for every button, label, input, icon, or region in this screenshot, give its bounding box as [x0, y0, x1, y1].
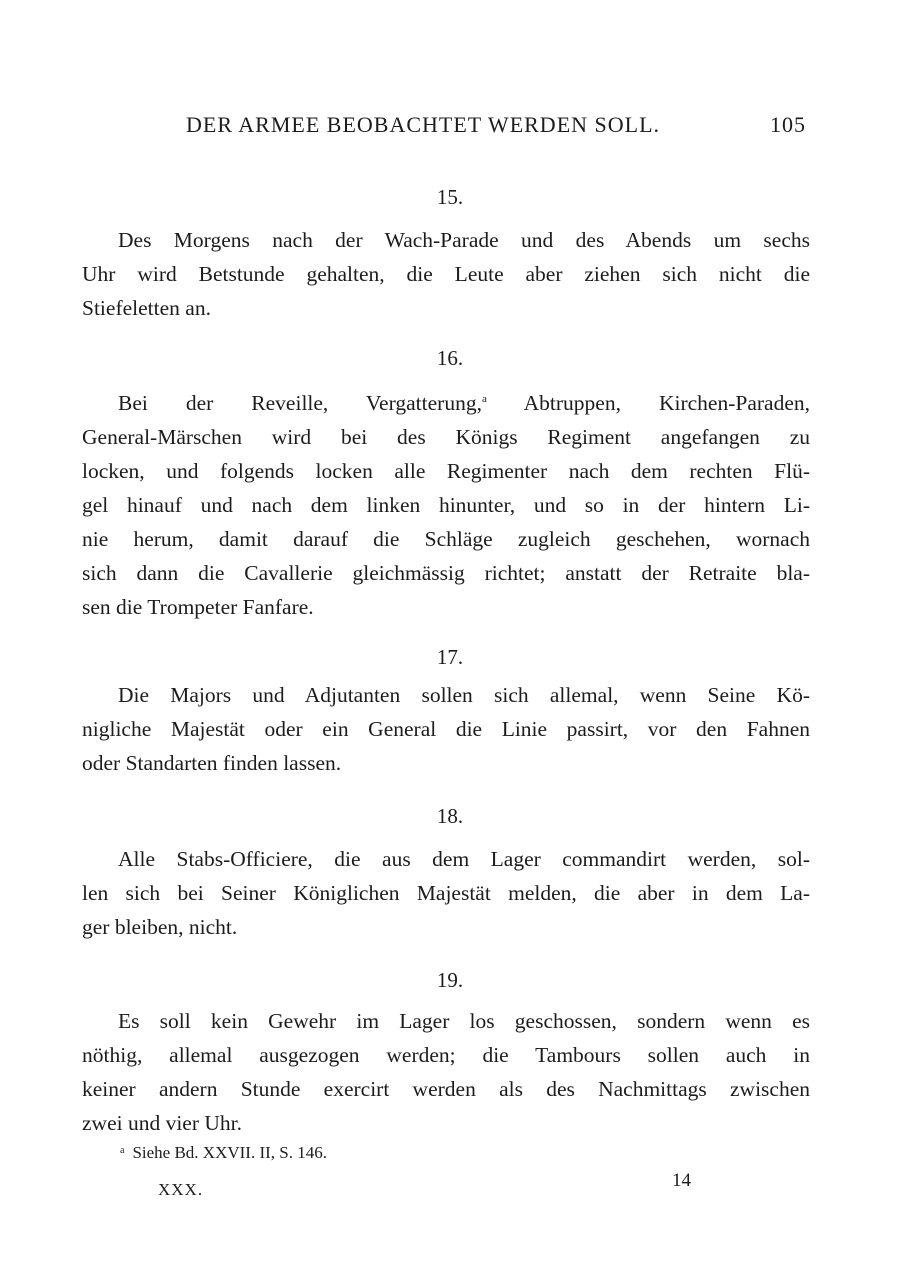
text-line: Alle Stabs-Officiere, die aus dem Lager commandirt werden, sol- [118, 847, 810, 871]
text-line [82, 386, 810, 420]
text-line: len sich bei Seiner Königlichen Majestät melden, die aber in dem La- [82, 881, 810, 905]
text-line: Uhr wird Betstunde gehalten, die Leute aber ziehen sich nicht die [82, 262, 810, 286]
text-line: nigliche Majestät oder ein General die Linie passirt, vor den Fahnen [82, 717, 810, 741]
text-line: keiner andern Stunde exercirt werden als des Nachmittags zwischen [82, 1077, 810, 1101]
section-number-19: 19. [436, 968, 464, 992]
text-line: oder Standarten finden lassen. [82, 751, 342, 775]
text-segment: Bei der Reveille, Vergatterung, [118, 391, 482, 415]
text-line: ger bleiben, nicht. [82, 915, 238, 939]
section-number-15: 15. [436, 185, 464, 209]
section-number-16: 16. [436, 346, 464, 370]
paragraph-18 [82, 842, 810, 944]
running-head [186, 112, 806, 144]
running-title: DER ARMEE BEOBACHTET WERDEN SOLL. [186, 112, 661, 137]
text-line: locken, und folgends locken alle Regimenter nach dem rechten Flü- [82, 459, 810, 483]
paragraph-19 [82, 1004, 810, 1140]
text-line: General-Märschen wird bei des Königs Regiment angefangen zu [82, 425, 810, 449]
footnote-reference: a [481, 393, 487, 405]
text-line: gel hinauf und nach dem linken hinunter, und so in der hintern Li- [82, 493, 810, 517]
footnote [120, 1143, 327, 1163]
section-number-17: 17. [436, 645, 464, 669]
paragraph-15 [82, 223, 810, 325]
footnote-mark: a [120, 1145, 125, 1156]
section-number-18: 18. [436, 804, 464, 828]
text-segment: Abtruppen, Kirchen-Paraden, [486, 391, 810, 415]
text-line: nöthig, allemal ausgezogen werden; die Tambours sollen auch in [82, 1043, 810, 1067]
text-line: Des Morgens nach der Wach-Parade und des Abends um sechs [118, 228, 810, 252]
text-line: nie herum, damit darauf die Schläge zugleich geschehen, wornach [82, 527, 810, 551]
text-line: sich dann die Cavallerie gleichmässig richtet; anstatt der Retraite bla- [82, 561, 810, 585]
text-line: Es soll kein Gewehr im Lager los geschossen, sondern wenn es [118, 1009, 810, 1033]
text-line: sen die Trompeter Fanfare. [82, 595, 314, 619]
page-number: 105 [770, 112, 806, 137]
text-line: zwei und vier Uhr. [82, 1111, 243, 1135]
text-line: Stiefeletten an. [82, 296, 211, 320]
signature-mark: XXX. [158, 1180, 204, 1199]
paragraph-16 [82, 386, 810, 624]
sheet-number: 14 [672, 1170, 691, 1191]
paragraph-17 [82, 678, 810, 780]
footnote-text: Siehe Bd. XXVII. II, S. 146. [132, 1143, 327, 1162]
text-line: Die Majors und Adjutanten sollen sich allemal, wenn Seine Kö- [118, 683, 810, 707]
